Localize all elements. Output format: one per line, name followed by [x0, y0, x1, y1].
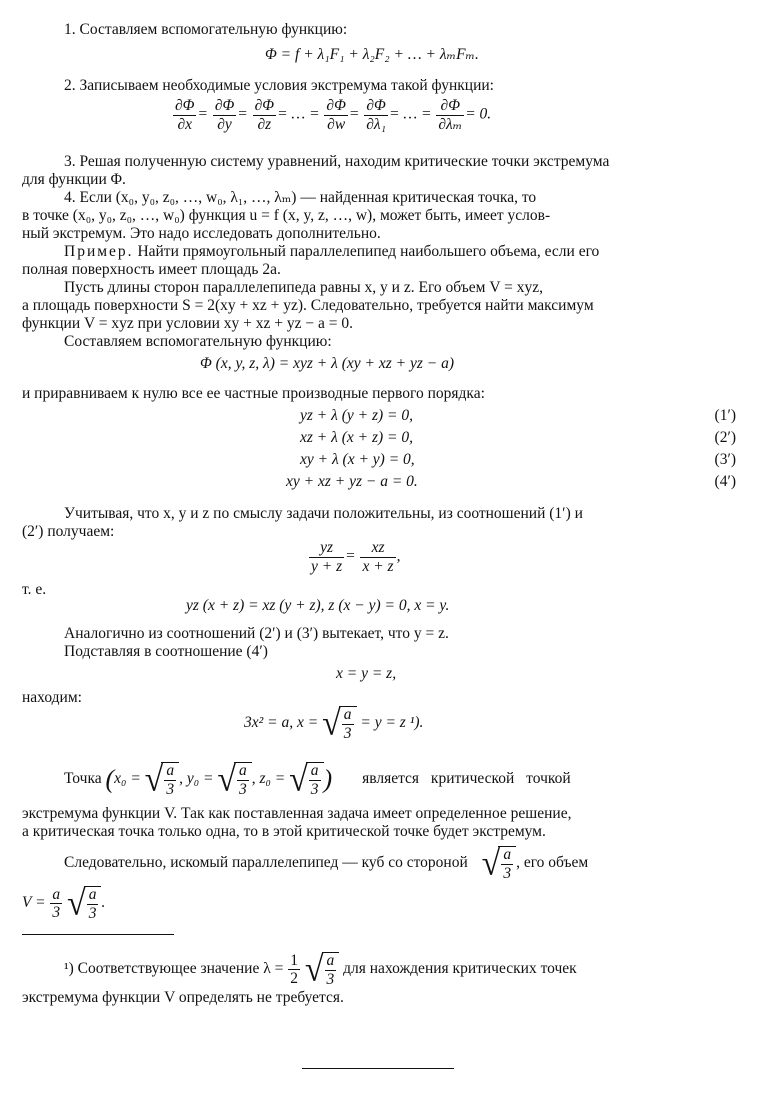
para-4: Составляем вспомогательную функцию: [64, 333, 332, 350]
equation-3-number: (3′) [714, 451, 736, 468]
footnote-line1: ¹) Соответствующее значение λ = $\frac{1}{2}$ √ $\frac{a}{3}$ для нахождения критических точек [64, 949, 577, 989]
formula-ratio: $\frac{yz}{y + z}$ = $\frac{xz}{x + z}$ , [311, 539, 401, 575]
footnote-divider [22, 934, 174, 935]
para-9: Подставляя в соотношение (4′) [64, 643, 268, 660]
formula-volume: V = $\frac{a}{3}$ √ $\frac{a}{3}$ . [22, 883, 106, 923]
para-6: Учитывая, что x, y и z по смыслу задачи положительны, из соотношений (1′) и [64, 505, 583, 522]
equation-2: xz + λ (x + z) = 0, [300, 429, 413, 446]
equation-4: xy + xz + yz − a = 0. [286, 473, 418, 490]
para-11: экстремума функции V. Так как поставленная задача имеет определенное решение, [22, 805, 572, 822]
example-text: Найти прямоугольный параллелепипед наибольшего объема, если его [137, 243, 600, 260]
formula-derivation: yz (x + z) = xz (y + z), z (x − y) = 0, x = y. [186, 597, 450, 614]
equation-3: xy + λ (x + y) = 0, [300, 451, 415, 468]
para-5: и приравниваем к нулю все ее частные производные первого порядка: [22, 385, 485, 402]
para-2: а площадь поверхности S = 2(xy + xz + yz). Следовательно, требуется найти максимум [22, 297, 594, 314]
step-4-line2: в точке (x₀, y₀, z₀, …, w₀) функция u = f (x, y, z, …, w), может быть, имеет услов- [22, 207, 551, 224]
equation-2-number: (2′) [714, 429, 736, 446]
para-7: (2′) получаем: [22, 523, 115, 540]
equation-1-number: (1′) [714, 407, 736, 424]
example-label: Пример. [64, 243, 134, 260]
para-12: а критическая точка только одна, то в этой критической точке будет экстремум. [22, 823, 546, 840]
formula-solution: 3x² = a, x = √ $\frac{a}{3}$ = y = z ¹). [244, 703, 424, 743]
page-end-divider [302, 1068, 454, 1069]
critical-point-line: Точка (x₀ = √ $\frac{a}{3}$ , y₀ = √ $\frac{a}{3}$ , z₀ = √ $\frac{a}{3}$ ) является критической точкой [64, 759, 571, 799]
formula-lagrange: Φ (x, y, z, λ) = xyz + λ (xy + xz + yz − a) [200, 355, 454, 372]
step-2: 2. Записываем необходимые условия экстремума такой функции: [64, 77, 494, 94]
step-3-line1: 3. Решая полученную систему уравнений, находим критические точки экстремума [64, 153, 610, 170]
example-line2: полная поверхность имеет площадь 2a. [22, 261, 281, 278]
example-line1 [64, 244, 599, 260]
para-10: находим: [22, 689, 82, 706]
formula-aux-function: Φ = f + λ₁F₁ + λ₂F₂ + … + λₘFₘ. [265, 46, 479, 63]
step-4-line1: 4. Если (x₀, y₀, z₀, …, w₀, λ₁, …, λₘ) — найденная критическая точка, то [64, 189, 537, 206]
formula-conditions: $\frac{\partial\Phi}{\partial x}$ = $\frac{\partial\Phi}{\partial y}$ = $\frac{\partial\Phi}{\partial z}$ = … = $\frac{\partial\Phi}{\partial w}$ = $\frac{\partial\Phi}{\text{∂λ₁}}$ = … = $\frac{\partial\Phi}{\text{∂λₘ}}$ = 0. [175, 97, 492, 133]
formula-equal-sides: x = y = z, [336, 665, 397, 682]
equation-1: yz + λ (y + z) = 0, [300, 407, 413, 424]
te-label: т. е. [22, 581, 47, 598]
para-8: Аналогично из соотношений (2′) и (3′) вытекает, что y = z. [64, 625, 449, 642]
step-3-line2: для функции Φ. [22, 171, 126, 188]
equation-4-number: (4′) [714, 473, 736, 490]
step-1: 1. Составляем вспомогательную функцию: [64, 21, 348, 38]
conclusion-line: Следовательно, искомый параллелепипед — куб со стороной √ $\frac{a}{3}$ , его объем [64, 843, 589, 883]
footnote-line2: экстремума функции V определять не требуется. [22, 989, 344, 1006]
para-3: функции V = xyz при условии xy + xz + yz − a = 0. [22, 315, 353, 332]
para-1: Пусть длины сторон параллелепипеда равны x, y и z. Его объем V = xyz, [64, 279, 544, 296]
step-4-line3: ный экстремум. Это надо исследовать дополнительно. [22, 225, 381, 242]
